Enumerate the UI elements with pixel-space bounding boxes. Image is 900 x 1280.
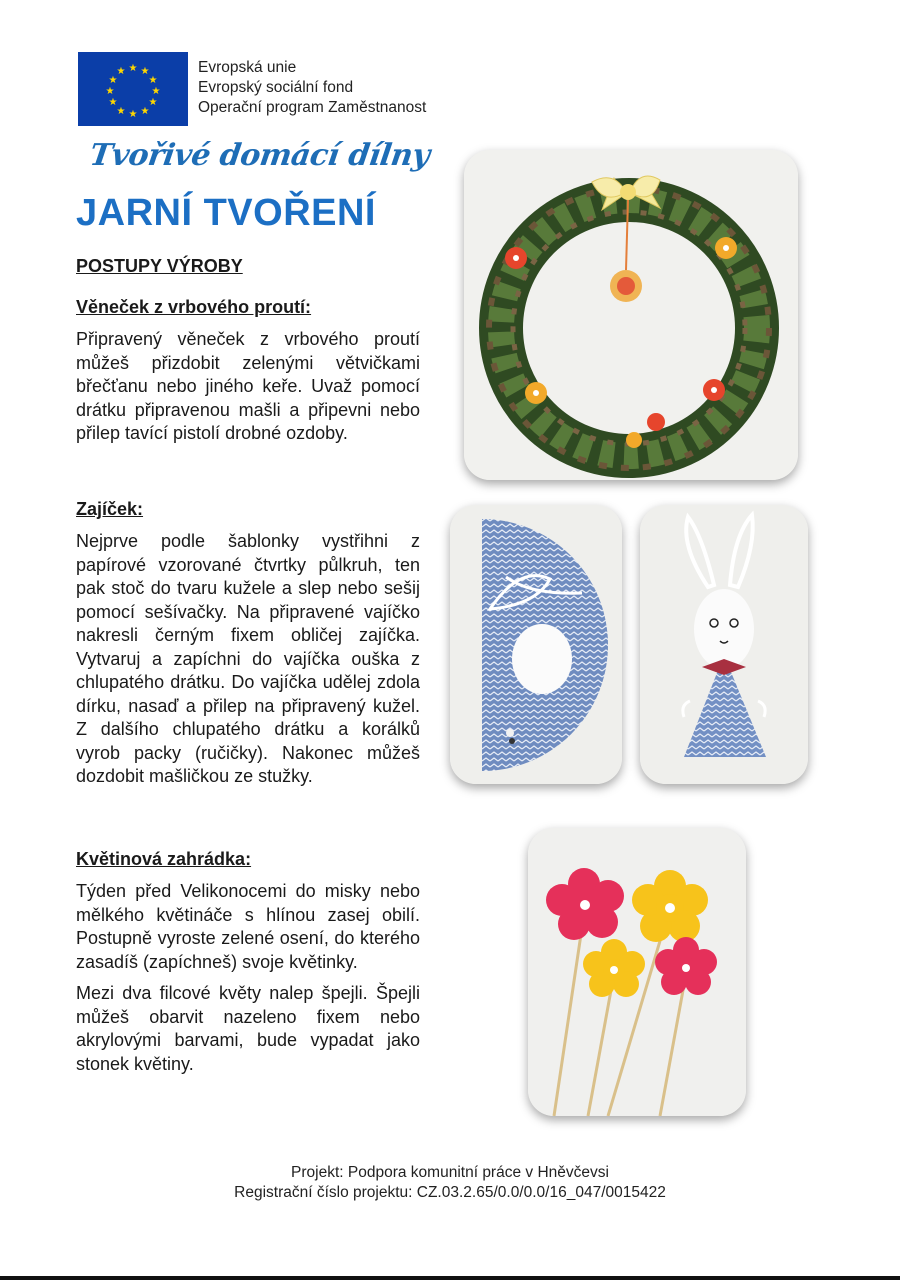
- section-heading-garden: Květinová zahrádka:: [76, 849, 252, 869]
- flowers-image: [528, 828, 746, 1116]
- garden-paragraph-1: Týden před Velikonocemi do misky nebo mělkého květináče s hlínou zasej obilí. Postupně vyroste zelené osení, do kterého zasadíš (zapíchneš) svoje květinky.: [76, 881, 420, 972]
- svg-text:★: ★: [128, 63, 138, 74]
- svg-text:★: ★: [140, 66, 150, 77]
- bottom-rule: [0, 1276, 900, 1280]
- section-text-garden: [76, 880, 420, 1076]
- section-heading-wreath: Věneček z vrbového proutí:: [76, 297, 312, 317]
- footer: [0, 1163, 900, 1203]
- bunny-template-photo: [450, 505, 622, 784]
- bunny-template-image: [450, 505, 622, 784]
- svg-text:★: ★: [128, 109, 138, 120]
- bunny-image: [640, 505, 808, 784]
- wreath-image: [464, 150, 798, 480]
- flowers-photo: [528, 828, 746, 1116]
- eu-line-1: Evropská unie: [198, 59, 297, 76]
- wreath-photo: [464, 150, 798, 480]
- svg-text:★: ★: [116, 106, 126, 117]
- svg-text:★: ★: [105, 86, 115, 97]
- section-text-bunny: [76, 530, 420, 789]
- eu-line-3: Operační program Zaměstnanost: [198, 99, 427, 116]
- section-text-wreath: [76, 328, 420, 446]
- bunny-photo: [640, 505, 808, 784]
- script-title: Tvořivé domácí dílny: [87, 138, 432, 173]
- footer-project: Projekt: Podpora komunitní práce v Hněvčevsi: [291, 1164, 609, 1181]
- section-heading-bunny: Zajíček:: [76, 499, 144, 519]
- procedures-heading: POSTUPY VÝROBY: [76, 256, 243, 276]
- eu-fund-text: [198, 58, 426, 118]
- page-title: JARNÍ TVOŘENÍ: [76, 192, 376, 234]
- svg-text:★: ★: [116, 66, 126, 77]
- svg-text:★: ★: [148, 97, 158, 108]
- svg-text:★: ★: [108, 97, 118, 108]
- eu-line-2: Evropský sociální fond: [198, 79, 354, 96]
- svg-text:★: ★: [140, 106, 150, 117]
- garden-paragraph-2: Mezi dva filcové květy nalep špejli. Špejli můžeš obarvit nazeleno fixem nebo akrylovými barvami, bude vypadat jako stonek květiny.: [76, 983, 420, 1074]
- footer-registration: Registrační číslo projektu: CZ.03.2.65/0.0/0.0/16_047/0015422: [234, 1184, 666, 1201]
- svg-text:★: ★: [151, 86, 161, 97]
- svg-text:★: ★: [108, 75, 118, 86]
- eu-flag-logo: [78, 52, 188, 126]
- bunny-paragraph: Nejprve podle šablonky vystřihni z papírové vzorované čtvrtky půlkruh, ten pak stoč do tvaru kužele a slep nebo sešij pomocí sešívačky. Na připravené vajíčko nakresli černým fixem obličej zajíčka. Vytvaruj a zapíchni do vajíčka ouška z chlupatého drátku. Do vajíčka udělej zdola dírku, nasaď a přilep na připravený kužel. Z dalšího chlupatého drátku a korálků vyrob packy (ručičky). Nakonec můžeš dozdobit mašličkou ze stužky.: [76, 531, 420, 786]
- wreath-paragraph: Připravený věneček z vrbového proutí můžeš přizdobit zelenými větvičkami břečťanu nebo jiného keře. Uvaž pomocí drátku připravenou mašli a připevni nebo přilep tavící pistolí drobné ozdoby.: [76, 329, 420, 443]
- svg-text:★: ★: [148, 75, 158, 86]
- eu-stars-icon: [78, 52, 188, 126]
